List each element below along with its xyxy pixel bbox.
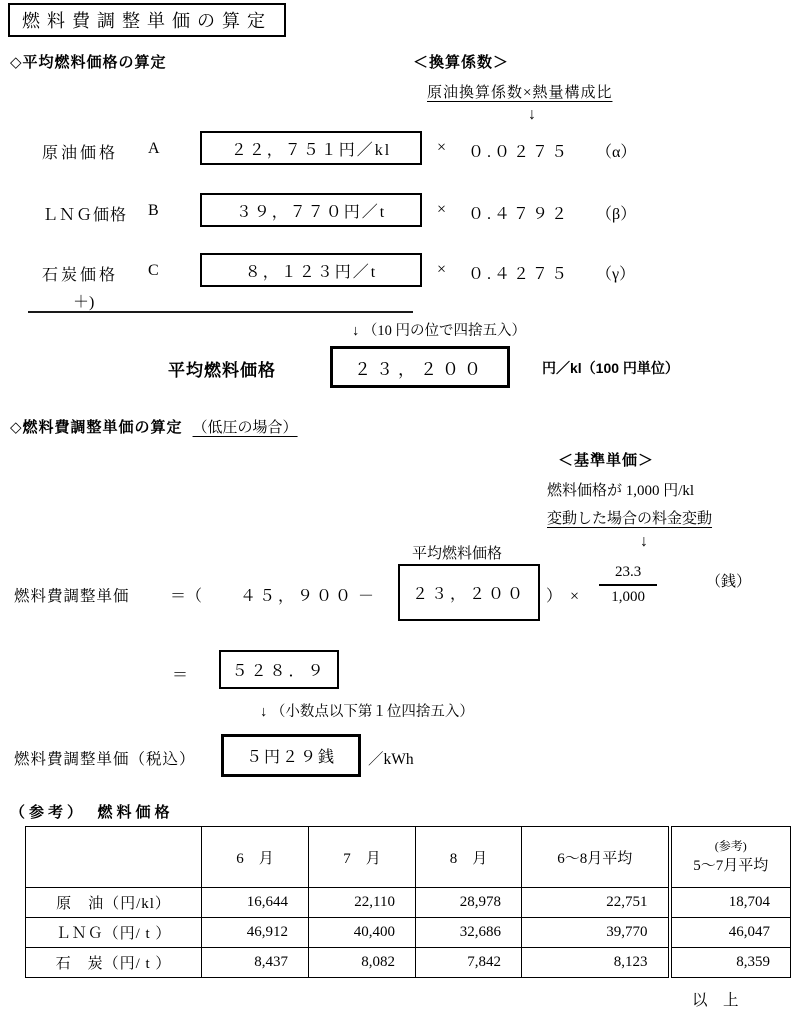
page-title: 燃料費調整単価の算定 xyxy=(8,3,286,37)
cell-value: 32,686 xyxy=(416,918,522,948)
fuel-row-c-price: ８，１２３円／t xyxy=(244,263,378,281)
adjust-heading-main: ◇燃料費調整単価の算定 xyxy=(10,419,183,436)
table-header-august: 8 月 xyxy=(416,827,522,888)
formula-minuend: ４５，９００ xyxy=(240,588,355,605)
cell-value: 28,978 xyxy=(416,888,522,918)
table-row-crude-oil xyxy=(26,888,791,918)
base-price-arrow-icon: ↓ xyxy=(640,533,648,550)
result-box xyxy=(219,650,339,689)
final-value: ５円２９銭 xyxy=(245,749,336,766)
formula-avg-value: ２３，２００ xyxy=(411,586,526,603)
cell-value: 8,437 xyxy=(202,948,309,978)
final-label: 燃料費調整単価（税込） xyxy=(14,751,196,768)
fuel-row-c-symbol: （γ） xyxy=(596,266,636,283)
table-header-july: 7 月 xyxy=(309,827,416,888)
base-unit-fraction xyxy=(599,564,657,606)
cell-value: 39,770 xyxy=(522,918,670,948)
final-unit: ／kWh xyxy=(368,751,414,768)
cell-value: 46,047 xyxy=(670,918,791,948)
fuel-row-b-price-box xyxy=(200,193,422,227)
fuel-row-a-price: ２２，７５１円／kl xyxy=(230,141,392,159)
times-icon: × xyxy=(437,261,447,278)
cell-value: 22,110 xyxy=(309,888,416,918)
fuel-row-a-coefficient: ０.０２７５ xyxy=(468,144,571,161)
conversion-arrow-icon: ↓ xyxy=(528,106,536,123)
formula-close-times: ）× xyxy=(546,588,588,605)
fuel-row-c-letter: C xyxy=(148,262,159,279)
fuel-row-b-price: ３９，７７０円／t xyxy=(235,203,387,221)
fuel-row-a-letter: A xyxy=(148,140,160,157)
result-equals: ＝ xyxy=(172,667,189,684)
avg-price-value: ２３，２００ xyxy=(354,359,486,379)
fuel-row-c-label: 石炭価格 xyxy=(42,267,119,284)
times-icon: × xyxy=(437,201,447,218)
avg-price-box xyxy=(330,346,510,388)
table-corner-cell xyxy=(26,827,202,888)
fuel-row-a-multiplier xyxy=(437,139,636,162)
row-label: 石 炭（円/ t ） xyxy=(26,948,202,978)
cell-value: 8,359 xyxy=(670,948,791,978)
fuel-row-b-label: ＬＮＧ価格 xyxy=(42,207,128,224)
base-price-line1: 燃料価格が 1,000 円/kl xyxy=(547,483,695,499)
fuel-row-a-price-box xyxy=(200,131,422,165)
cell-value: 8,082 xyxy=(309,948,416,978)
formula-avg-label: 平均燃料価格 xyxy=(412,546,503,562)
conversion-factor-note: 原油換算係数×熱量構成比 xyxy=(427,85,613,101)
fraction-unit: （銭） xyxy=(706,574,752,590)
cell-value: 16,644 xyxy=(202,888,309,918)
fuel-row-b-multiplier xyxy=(437,201,636,224)
avg-price-label: 平均燃料価格 xyxy=(168,361,276,380)
table-header-june: 6 月 xyxy=(202,827,309,888)
cell-value: 22,751 xyxy=(522,888,670,918)
base-price-line2: 変動した場合の料金変動 xyxy=(547,511,713,527)
fraction-denominator: 1,000 xyxy=(611,589,645,605)
fuel-row-c-coefficient: ０.４２７５ xyxy=(468,266,571,283)
conversion-factor-header: ＜換算係数＞ xyxy=(413,54,510,71)
closing-text: 以 上 xyxy=(692,992,739,1009)
fuel-row-c-price-box xyxy=(200,253,422,287)
cell-value: 40,400 xyxy=(309,918,416,948)
reference-table xyxy=(25,826,791,978)
table-header-row xyxy=(26,827,791,888)
fuel-row-b-letter: B xyxy=(148,202,159,219)
rounding-note-2: ↓ （小数点以下第１位四捨五入） xyxy=(260,704,474,720)
cell-value: 46,912 xyxy=(202,918,309,948)
cell-value: 7,842 xyxy=(416,948,522,978)
plus-sign: ＋) xyxy=(73,294,95,311)
table-header-ref-period: 5～7月平均 xyxy=(693,857,769,874)
table-header-ref-note: (参考) xyxy=(714,839,747,854)
rounding-note-1: ↓ （10 円の位で四捨五入） xyxy=(352,323,526,339)
minus-icon: － xyxy=(358,588,375,605)
table-header-may-jul-avg xyxy=(670,827,791,888)
cell-value: 18,704 xyxy=(670,888,791,918)
formula-label: 燃料費調整単価 xyxy=(14,588,130,605)
formula-avg-box xyxy=(398,564,540,621)
row-label: ＬＮＧ（円/ t ） xyxy=(26,918,202,948)
fuel-row-b-symbol: （β） xyxy=(596,206,637,223)
fraction-numerator: 23.3 xyxy=(599,564,657,586)
base-price-header: ＜基準単価＞ xyxy=(558,452,655,469)
adjust-section-heading xyxy=(10,416,298,437)
formula-equals-open: ＝（ xyxy=(170,588,203,605)
result-value: ５２８．９ xyxy=(231,663,327,680)
fuel-row-a-label: 原油価格 xyxy=(42,145,119,162)
fuel-row-a-symbol: （α） xyxy=(596,144,637,161)
cell-value: 8,123 xyxy=(522,948,670,978)
times-icon: × xyxy=(437,139,447,156)
reference-table-title: （参考） 燃料価格 xyxy=(10,804,174,821)
avg-price-unit: 円／kl（100 円単位） xyxy=(542,360,679,376)
table-row-lng xyxy=(26,918,791,948)
fuel-row-b-coefficient: ０.４７９２ xyxy=(468,206,571,223)
avg-section-heading: ◇平均燃料価格の算定 xyxy=(10,54,167,71)
adjust-heading-note: （低圧の場合） xyxy=(192,420,298,436)
table-header-jun-aug-avg: 6～8月平均 xyxy=(522,827,670,888)
sum-line xyxy=(28,311,413,313)
final-value-box xyxy=(221,734,361,777)
row-label: 原 油（円/kl） xyxy=(26,888,202,918)
table-row-coal xyxy=(26,948,791,978)
fuel-row-c-multiplier xyxy=(437,261,635,284)
